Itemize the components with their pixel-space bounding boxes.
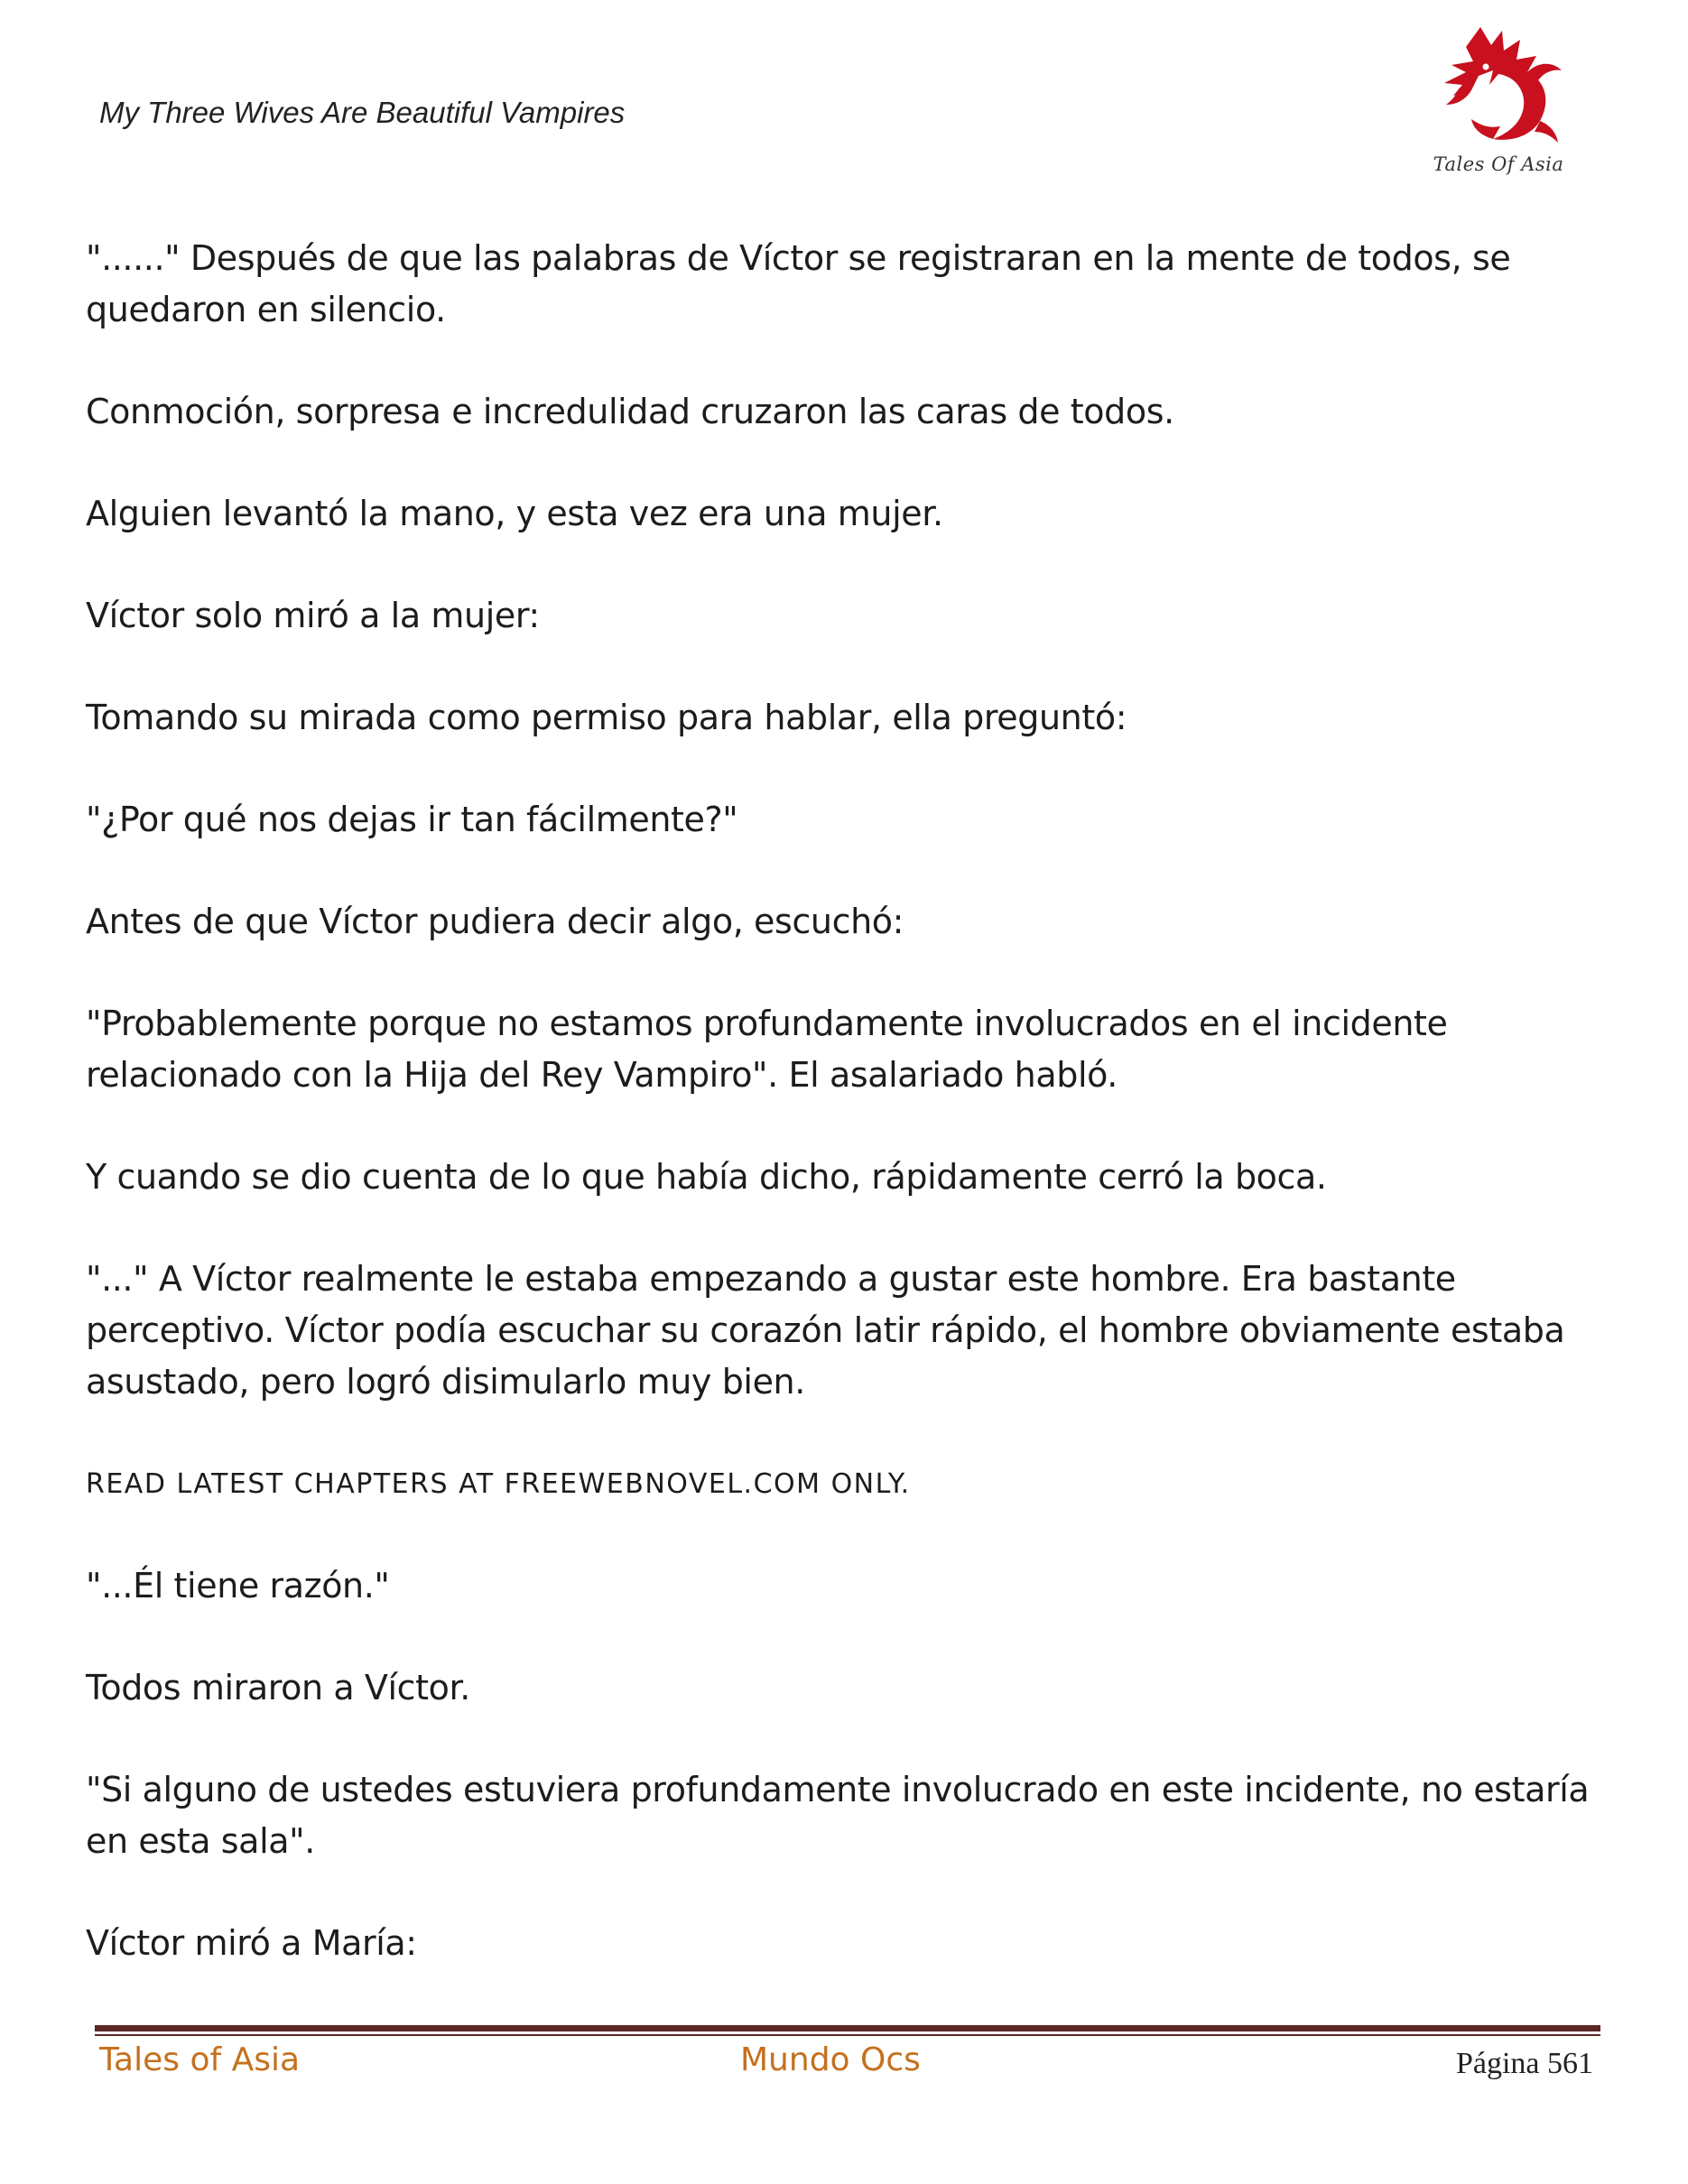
paragraph: "..." A Víctor realmente le estaba empezando a gustar este hombre. Era bastante perceptivo. Víctor podía escuchar su corazón latir rápido, el hombre obviamente estaba asustado, pero logró disimularlo muy bien. [86, 1259, 1565, 1402]
paragraph: Alguien levantó la mano, y esta vez era una mujer. [86, 494, 943, 533]
footer-rule [95, 2025, 1600, 2031]
paragraph: "......" Después de que las palabras de Víctor se registraran en la mente de todos, se quedaron en silencio. [86, 238, 1511, 329]
document-body [86, 233, 1602, 2020]
paragraph: Víctor miró a María: [86, 1923, 417, 1963]
paragraph: "Si alguno de ustedes estuviera profundamente involucrado en este incidente, no estaría en esta sala". [86, 1770, 1590, 1861]
book-title: My Three Wives Are Beautiful Vampires [99, 96, 626, 129]
paragraph: Tomando su mirada como permiso para hablar, ella preguntó: [86, 698, 1127, 737]
red-dragon-icon [1426, 20, 1571, 155]
paragraph: Antes de que Víctor pudiera decir algo, escuchó: [86, 902, 904, 941]
paragraph: Todos miraron a Víctor. [86, 1668, 470, 1707]
footer-publisher: Tales of Asia [99, 2041, 301, 2078]
footer-translator: Mundo Ocs [740, 2041, 921, 2078]
paragraph: Conmoción, sorpresa e incredulidad cruzaron las caras de todos. [86, 392, 1174, 431]
page-number: Página 561 [1455, 2047, 1593, 2080]
tales-of-asia-logo [1426, 20, 1571, 182]
footer-rule-thin [95, 2034, 1600, 2036]
paragraph: "¿Por qué nos dejas ir tan fácilmente?" [86, 800, 738, 839]
site-notice: READ LATEST CHAPTERS AT FREEWEBNOVEL.COM ONLY. [86, 1468, 911, 1500]
paragraph: Víctor solo miró a la mujer: [86, 596, 540, 635]
paragraph: "...Él tiene razón." [86, 1566, 390, 1606]
paragraph: Y cuando se dio cuenta de lo que había dicho, rápidamente cerró la boca. [86, 1157, 1327, 1197]
paragraph: "Probablemente porque no estamos profundamente involucrados en el incidente relacionado con la Hija del Rey Vampiro". El asalariado habló. [86, 1004, 1448, 1095]
logo-text: Tales Of Asia [1433, 153, 1564, 175]
